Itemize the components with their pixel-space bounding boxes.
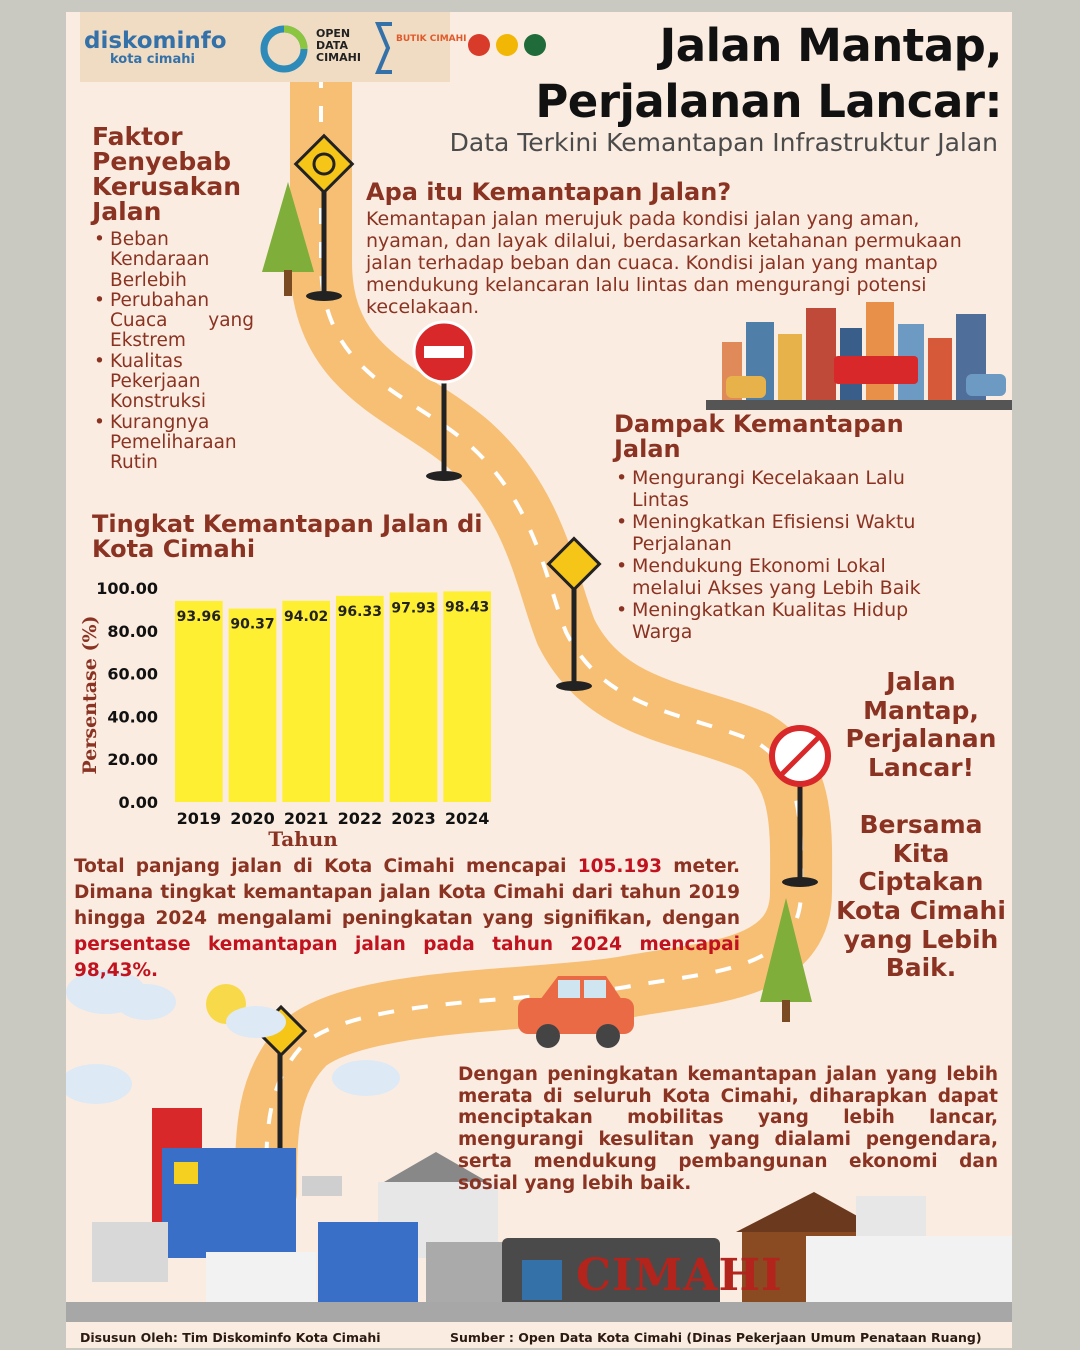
butik-logo-icon (374, 20, 394, 76)
data-label: 93.96 (176, 608, 221, 625)
apa-heading: Apa itu Kemantapan Jalan? (366, 178, 732, 206)
open-data-logo-icon (258, 24, 310, 74)
data-label: 97.93 (391, 600, 436, 617)
page-subtitle: Data Terkini Kemantapan Infrastruktur Jalan (449, 128, 998, 157)
x-tick-label: 2019 (176, 809, 222, 828)
footer-source: Sumber : Open Data Kota Cimahi (Dinas Pekerjaan Umum Penataan Ruang) (450, 1330, 982, 1345)
list-item: • Mengurangi Kecelakaan Lalu Lintas (616, 467, 956, 511)
city-skyline-illustration (706, 302, 1012, 410)
y-tick-label: 100.00 (96, 579, 158, 598)
faktor-list (94, 230, 254, 474)
total-length: 105.193 (577, 856, 662, 877)
data-label: 96.33 (337, 603, 382, 620)
bar (175, 601, 223, 802)
x-axis-label: Tahun (268, 827, 338, 851)
cimahi-sign: CIMAHI (576, 1250, 783, 1301)
y-tick-label: 40.00 (107, 707, 158, 727)
open-data-logo: OPEN DATA CIMAHI (316, 27, 361, 64)
title-line-1: Jalan Mantap, (659, 19, 1002, 72)
faktor-heading: Faktor Penyebab Kerusakan Jalan (92, 122, 242, 226)
y-tick-label: 0.00 (118, 793, 158, 812)
page-title (446, 18, 1002, 130)
x-tick-label: 2022 (337, 809, 383, 828)
list-item: • Beban Kendaraan Berlebih (94, 230, 254, 291)
bar (443, 591, 491, 802)
dampak-list (616, 467, 956, 643)
list-item: • Kualitas Pekerjaan Konstruksi (94, 352, 254, 413)
butik-cimahi-logo: BUTIK CIMAHI (396, 34, 467, 44)
list-item: • Kurangnya Pemeliharaan Rutin (94, 413, 254, 474)
infographic-poster (66, 12, 1012, 1348)
slogan (836, 668, 1006, 983)
title-line-2: Perjalanan Lancar: (535, 75, 1002, 128)
list-item: • Meningkatkan Kualitas Hidup Warga (616, 599, 956, 643)
total-paragraph (74, 854, 740, 984)
y-tick-label: 60.00 (107, 664, 158, 684)
apa-paragraph: Kemantapan jalan merujuk pada kondisi jalan yang aman, nyaman, dan layak dilalui, berdasarkan ketahanan permukaan jalan terhadap beban dan cuaca. Kondisi jalan yang mantap mendukung kelancaran lalu lintas dan mengurangi potensi kecelakaan. (366, 208, 962, 318)
total-highlight: persentase kemantapan jalan pada tahun 2024 mencapai 98,43%. (74, 934, 740, 981)
list-item: • Perubahan Cuaca yang Ekstrem (94, 291, 254, 352)
slogan-line-1: Jalan Mantap, Perjalanan Lancar! (845, 667, 997, 783)
slogan-line-2: Bersama Kita Ciptakan Kota Cimahi yang Lebih Baik. (836, 809, 1006, 983)
bar (336, 596, 384, 802)
list-item: • Mendukung Ekonomi Lokal melalui Akses yang Lebih Baik (616, 555, 956, 599)
total-text-1: Total panjang jalan di Kota Cimahi mencapai (74, 856, 578, 877)
x-tick-label: 2023 (391, 809, 436, 828)
bar (390, 592, 438, 802)
x-tick-label: 2021 (283, 809, 329, 828)
total-text-2: meter. Dimana tingkat kemantapan jalan Kota Cimahi dari tahun 2019 hingga 2024 mengalami peningkatan yang signifikan, dengan (74, 856, 740, 929)
chart-title: Tingkat Kemantapan Jalan di Kota Cimahi (92, 510, 483, 563)
diskominfo-logo-sub: kota cimahi (110, 52, 195, 67)
bar (229, 609, 277, 802)
bar-chart (66, 572, 506, 862)
x-tick-label: 2020 (230, 809, 275, 828)
data-label: 98.43 (445, 599, 490, 616)
y-tick-label: 20.00 (107, 750, 158, 770)
x-tick-label: 2024 (444, 809, 490, 828)
data-label: 90.37 (230, 616, 275, 633)
data-label: 94.02 (284, 608, 329, 625)
diskominfo-logo: diskominfo (84, 28, 227, 54)
list-item: • Meningkatkan Efisiensi Waktu Perjalanan (616, 511, 956, 555)
closing-paragraph: Dengan peningkatan kemantapan jalan yang lebih merata di seluruh Kota Cimahi, diharapkan dapat menciptakan mobilitas yang lebih lancar, mengurangi kesulitan yang dialami pengendara, serta mendukung pembangunan ekonomi dan sosial yang lebih baik. (458, 1064, 998, 1194)
y-tick-label: 80.00 (107, 621, 158, 641)
dampak-heading: Dampak Kemantapan Jalan (614, 410, 904, 463)
footer-credit: Disusun Oleh: Tim Diskominfo Kota Cimahi (80, 1330, 381, 1345)
bar (282, 601, 330, 802)
y-axis-label: Persentase (%) (79, 615, 101, 775)
